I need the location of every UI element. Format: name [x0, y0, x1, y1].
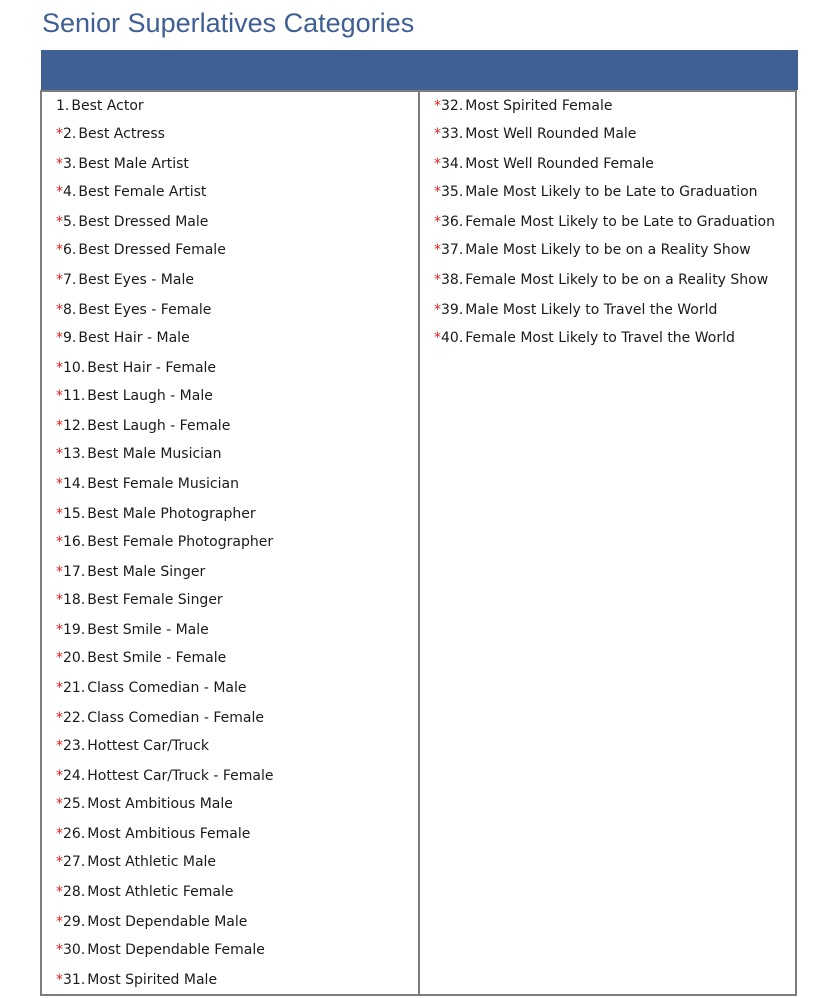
list-item [56, 708, 264, 728]
required-asterisk: * [56, 360, 63, 376]
required-asterisk: * [56, 622, 63, 638]
item-number: 36. [441, 214, 464, 230]
item-label: Most Dependable Female [87, 942, 265, 958]
list-item [434, 328, 735, 348]
item-number: 20. [63, 650, 86, 666]
required-asterisk: * [56, 796, 63, 812]
list-item [56, 474, 239, 494]
required-asterisk: * [56, 126, 63, 142]
list-item [56, 912, 247, 932]
list-item [56, 648, 226, 668]
list-item [56, 96, 144, 116]
list-item [56, 794, 233, 814]
item-label: Most Athletic Female [87, 884, 234, 900]
item-label: Best Female Musician [87, 476, 239, 492]
item-number: 29. [63, 914, 86, 930]
page-title: Senior Superlatives Categories [42, 8, 415, 38]
item-label: Best Smile - Male [87, 622, 209, 638]
item-number: 23. [63, 738, 86, 754]
list-item [56, 852, 216, 872]
required-asterisk: * [56, 710, 63, 726]
required-asterisk: * [56, 272, 63, 288]
item-label: Most Spirited Female [465, 98, 613, 114]
list-item [56, 620, 209, 640]
list-item [56, 824, 250, 844]
item-number: 25. [63, 796, 86, 812]
required-asterisk: * [56, 884, 63, 900]
required-asterisk: * [56, 476, 63, 492]
list-item [56, 678, 246, 698]
item-number: 11. [63, 388, 86, 404]
required-asterisk: * [56, 446, 63, 462]
item-label: Best Male Artist [78, 156, 189, 172]
item-label: Female Most Likely to be on a Reality Show [465, 272, 769, 288]
item-number: 4. [63, 184, 77, 200]
item-number: 7. [63, 272, 77, 288]
item-label: Most Well Rounded Male [465, 126, 637, 142]
item-label: Best Laugh - Male [87, 388, 213, 404]
list-item [56, 444, 222, 464]
list-item [434, 212, 775, 232]
item-number: 28. [63, 884, 86, 900]
required-asterisk: * [434, 156, 441, 172]
list-item [56, 154, 189, 174]
list-item [434, 240, 751, 260]
item-number: 26. [63, 826, 86, 842]
list-item [56, 504, 256, 524]
item-label: Hottest Car/Truck - Female [87, 768, 274, 784]
item-label: Best Laugh - Female [87, 418, 231, 434]
item-label: Best Eyes - Male [78, 272, 194, 288]
item-number: 37. [441, 242, 464, 258]
item-label: Most Well Rounded Female [465, 156, 654, 172]
item-label: Best Actor [71, 98, 144, 114]
item-label: Male Most Likely to be on a Reality Show [465, 242, 751, 258]
list-item [56, 270, 194, 290]
item-number: 22. [63, 710, 86, 726]
item-label: Best Actress [78, 126, 165, 142]
list-item [434, 96, 613, 116]
required-asterisk: * [56, 330, 63, 346]
item-number: 3. [63, 156, 77, 172]
item-label: Most Spirited Male [87, 972, 218, 988]
required-asterisk: * [56, 680, 63, 696]
item-label: Most Dependable Male [87, 914, 248, 930]
item-label: Best Male Musician [87, 446, 222, 462]
item-number: 30. [63, 942, 86, 958]
required-asterisk: * [56, 854, 63, 870]
required-asterisk: * [56, 592, 63, 608]
item-number: 15. [63, 506, 86, 522]
list-item [56, 386, 213, 406]
list-item [434, 154, 654, 174]
list-item [434, 124, 636, 144]
list-item [56, 358, 216, 378]
item-label: Best Male Photographer [87, 506, 256, 522]
list-item [56, 940, 265, 960]
required-asterisk: * [434, 184, 441, 200]
item-label: Best Smile - Female [87, 650, 227, 666]
list-item [434, 300, 717, 320]
list-item [56, 124, 165, 144]
required-asterisk: * [56, 214, 63, 230]
required-asterisk: * [434, 242, 441, 258]
item-number: 13. [63, 446, 86, 462]
item-number: 33. [441, 126, 464, 142]
required-asterisk: * [56, 388, 63, 404]
item-label: Best Hair - Male [78, 330, 190, 346]
required-asterisk: * [56, 768, 63, 784]
required-asterisk: * [434, 330, 441, 346]
required-asterisk: * [56, 826, 63, 842]
item-number: 38. [441, 272, 464, 288]
required-asterisk: * [434, 98, 441, 114]
list-item [56, 300, 211, 320]
item-number: 35. [441, 184, 464, 200]
list-item [56, 970, 217, 990]
item-label: Class Comedian - Female [87, 710, 264, 726]
item-number: 27. [63, 854, 86, 870]
list-item [56, 882, 234, 902]
item-label: Most Ambitious Male [87, 796, 233, 812]
required-asterisk: * [56, 156, 63, 172]
list-item [56, 736, 209, 756]
item-label: Most Ambitious Female [87, 826, 251, 842]
list-item [434, 270, 768, 290]
required-asterisk: * [56, 242, 63, 258]
required-asterisk: * [56, 184, 63, 200]
required-asterisk: * [434, 214, 441, 230]
item-label: Male Most Likely to be Late to Graduation [465, 184, 758, 200]
item-label: Best Dressed Male [78, 214, 209, 230]
list-item [56, 532, 273, 552]
column-divider [418, 90, 420, 996]
required-asterisk: * [56, 942, 63, 958]
list-item [56, 590, 223, 610]
item-label: Hottest Car/Truck [87, 738, 209, 754]
item-label: Most Athletic Male [87, 854, 217, 870]
list-item [56, 240, 226, 260]
item-number: 19. [63, 622, 86, 638]
list-item [56, 328, 190, 348]
item-number: 24. [63, 768, 86, 784]
item-label: Best Female Photographer [87, 534, 274, 550]
item-number: 10. [63, 360, 86, 376]
item-label: Class Comedian - Male [87, 680, 247, 696]
list-item [56, 212, 208, 232]
item-number: 9. [63, 330, 77, 346]
item-number: 12. [63, 418, 86, 434]
item-number: 39. [441, 302, 464, 318]
item-number: 14. [63, 476, 86, 492]
required-asterisk: * [56, 738, 63, 754]
list-item [434, 182, 758, 202]
required-asterisk: * [434, 272, 441, 288]
item-number: 6. [63, 242, 77, 258]
required-asterisk: * [56, 564, 63, 580]
list-item [56, 182, 206, 202]
item-label: Best Hair - Female [87, 360, 217, 376]
item-number: 18. [63, 592, 86, 608]
item-label: Best Female Singer [87, 592, 223, 608]
item-label: Best Dressed Female [78, 242, 226, 258]
item-number: 34. [441, 156, 464, 172]
item-number: 1. [56, 98, 70, 114]
required-asterisk: * [56, 302, 63, 318]
required-asterisk: * [56, 418, 63, 434]
item-label: Female Most Likely to be Late to Graduation [465, 214, 775, 230]
item-label: Best Female Artist [78, 184, 207, 200]
item-number: 2. [63, 126, 77, 142]
required-asterisk: * [56, 534, 63, 550]
item-number: 8. [63, 302, 77, 318]
required-asterisk: * [56, 506, 63, 522]
list-item [56, 766, 274, 786]
item-number: 32. [441, 98, 464, 114]
item-number: 17. [63, 564, 86, 580]
item-number: 21. [63, 680, 86, 696]
item-number: 5. [63, 214, 77, 230]
list-item [56, 562, 205, 582]
required-asterisk: * [56, 914, 63, 930]
item-label: Best Eyes - Female [78, 302, 212, 318]
item-number: 16. [63, 534, 86, 550]
list-item [56, 416, 230, 436]
item-label: Male Most Likely to Travel the World [465, 302, 718, 318]
item-label: Female Most Likely to Travel the World [465, 330, 735, 346]
required-asterisk: * [56, 650, 63, 666]
table-header-bar [41, 50, 798, 90]
required-asterisk: * [434, 302, 441, 318]
required-asterisk: * [434, 126, 441, 142]
required-asterisk: * [56, 972, 63, 988]
item-label: Best Male Singer [87, 564, 206, 580]
item-number: 31. [63, 972, 86, 988]
item-number: 40. [441, 330, 464, 346]
